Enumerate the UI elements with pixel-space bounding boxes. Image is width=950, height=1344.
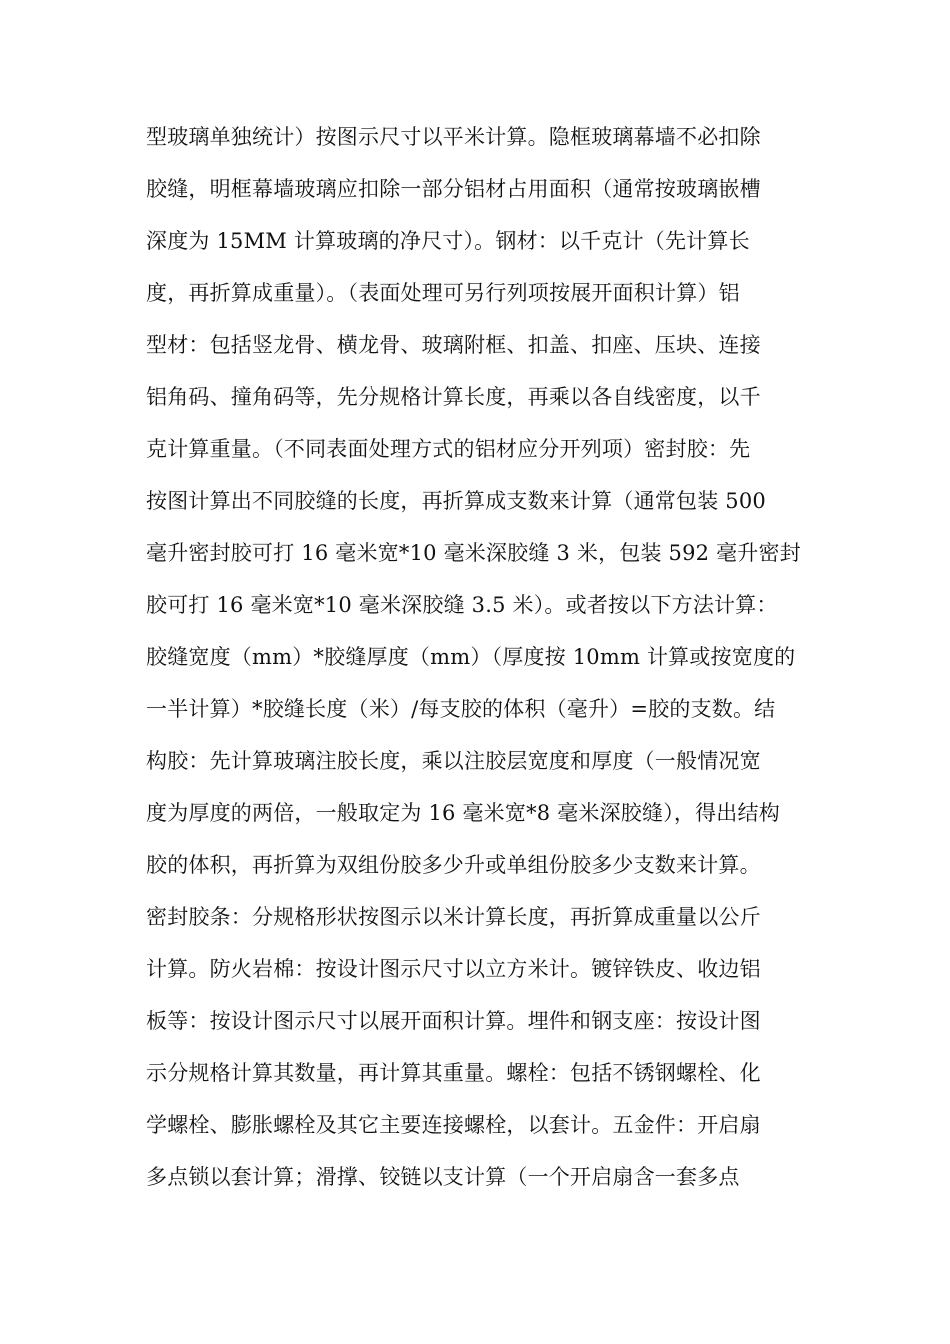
text-line: 度为厚度的两倍，一般取定为 16 毫米宽*8 毫米深胶缝），得出结构 — [146, 801, 780, 825]
text-line: 一半计算）*胶缝长度（米）/每支胶的体积（毫升）=胶的支数。结 — [146, 697, 776, 721]
text-line: 胶的体积，再折算为双组份胶多少升或单组份胶多少支数来计算。 — [146, 853, 761, 877]
text-line: 多点锁以套计算；滑撑、铰链以支计算（一个开启扇含一套多点 — [146, 1165, 740, 1189]
text-line: 胶缝宽度（mm）*胶缝厚度（mm）（厚度按 10mm 计算或按宽度的 — [146, 645, 796, 669]
text-line: 构胶：先计算玻璃注胶长度，乘以注胶层宽度和厚度（一般情况宽 — [146, 749, 761, 773]
text-line: 按图计算出不同胶缝的长度，再折算成支数来计算（通常包装 500 — [146, 489, 766, 513]
text-line: 学螺栓、膨胀螺栓及其它主要连接螺栓，以套计。五金件：开启扇 — [146, 1113, 761, 1137]
text-line: 胶可打 16 毫米宽*10 毫米深胶缝 3.5 米）。或者按以下方法计算： — [146, 593, 778, 617]
text-line: 型玻璃单独统计）按图示尺寸以平米计算。隐框玻璃幕墙不必扣除 — [146, 125, 761, 149]
text-line: 深度为 15MM 计算玻璃的净尺寸）。钢材：以千克计（先计算长 — [146, 229, 750, 253]
text-line: 度，再折算成重量）。（表面处理可另行列项按展开面积计算）铝 — [146, 281, 740, 305]
text-line: 胶缝，明框幕墙玻璃应扣除一部分铝材占用面积（通常按玻璃嵌槽 — [146, 177, 761, 201]
text-line: 示分规格计算其数量，再计算其重量。螺栓：包括不锈钢螺栓、化 — [146, 1061, 761, 1085]
text-line: 克计算重量。（不同表面处理方式的铝材应分开列项）密封胶：先 — [146, 437, 751, 461]
text-line: 毫升密封胶可打 16 毫米宽*10 毫米深胶缝 3 米，包装 592 毫升密封 — [146, 541, 801, 565]
text-line: 型材：包括竖龙骨、横龙骨、玻璃附框、扣盖、扣座、压块、连接 — [146, 333, 761, 357]
text-line: 计算。防火岩棉：按设计图示尺寸以立方米计。镀锌铁皮、收边铝 — [146, 957, 761, 981]
body-text — [146, 117, 826, 1209]
text-line: 板等：按设计图示尺寸以展开面积计算。埋件和钢支座：按设计图 — [146, 1009, 761, 1033]
text-line: 密封胶条：分规格形状按图示以米计算长度，再折算成重量以公斤 — [146, 905, 761, 929]
text-line: 铝角码、撞角码等，先分规格计算长度，再乘以各自线密度，以千 — [146, 385, 761, 409]
